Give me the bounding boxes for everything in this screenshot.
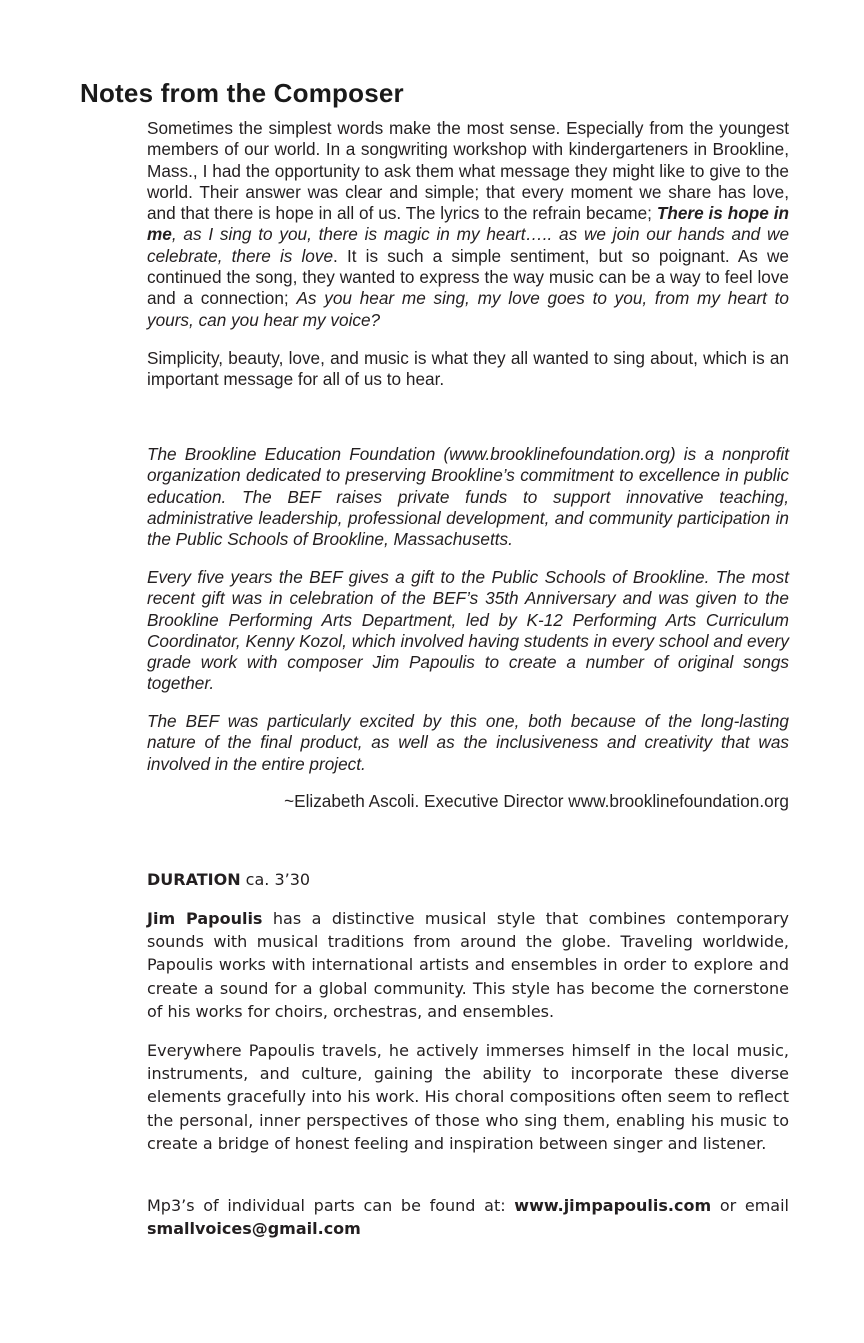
composer-notes-2 [147, 348, 789, 391]
lyric-bold: There is hope in me [147, 203, 789, 245]
page-title: Notes from the Composer [80, 78, 404, 108]
duration-label: DURATION [147, 870, 241, 889]
mp3-paragraph [147, 1194, 789, 1240]
bio-paragraph-2: Everywhere Papoulis travels, he actively immerses himself in the local music, instruments, and culture, gaining the ability to incorporate these diverse elements gracefully into his work. His choral compositions often seem to reflect the personal, inner perspectives of those who sing them, enabling his music to create a bridge of honest feeling and inspiration between singer and listener. [147, 1041, 789, 1153]
composer-notes-paragraph-2: Simplicity, beauty, love, and music is what they all wanted to sing about, which is an important message for all of us to hear. [147, 348, 789, 390]
mp3-prefix: Mp3’s of individual parts can be found at: [147, 1196, 515, 1215]
bio-paragraph-1 [147, 907, 789, 1023]
duration-line [147, 868, 789, 891]
duration-value: ca. 3’30 [240, 870, 311, 889]
composer-notes [147, 118, 789, 331]
mp3-middle: or email [711, 1196, 789, 1215]
foundation-paragraph-2: Every five years the BEF gives a gift to the Public Schools of Brookline. The most recent gift was in celebration of the BEF’s 35th Anniversary and was given to the Brookline Performing Arts Department, led by K-12 Performing Arts Curriculum Coordinator, Kenny Kozol, which involved having students in every school and every grade work with composer Jim Papoulis to create a number of original songs together. [147, 567, 789, 694]
email-link[interactable]: smallvoices@gmail.com [147, 1219, 361, 1239]
foundation-paragraph-1: The Brookline Education Foundation (www.brooklinefoundation.org) is a nonprofit organization dedicated to preserving Brookline’s commitment to excellence in public education. The BEF raises private funds to support innovative teaching, administrative leadership, professional development, and community participation in the Public Schools of Brookline, Massachusetts. [147, 444, 789, 550]
mp3-block [147, 1194, 789, 1240]
composer-notes-text: Sometimes the simplest words make the most sense. Especially from the youngest members of our world. In a songwriting workshop with kindergarteners in Brookline, Mass., I had the opportunity to ask them what message they might like to give to the world. Their answer was clear and simple; that every moment we share has love, and that there is hope in all of us. The lyrics to the refrain became; [147, 118, 789, 224]
foundation-signature-block [147, 791, 789, 812]
composer-notes-text: . It is such a simple sentiment, but so poignant. As we continued the song, they wanted to express the way music can be a way to feel love and a connection; [147, 245, 789, 309]
bio-block [147, 907, 789, 1023]
composer-name: Jim Papoulis [147, 909, 263, 928]
website-link[interactable]: www.jimpapoulis.com [514, 1196, 712, 1215]
composer-notes-paragraph-1 [147, 118, 789, 331]
lyric-italic: , as I sing to you, there is magic in my heart….. as we join our hands and we celebrate, there is love [147, 224, 789, 266]
foundation-notes-3 [147, 711, 789, 775]
foundation-paragraph-3: The BEF was particularly excited by this one, both because of the long-lasting nature of the final product, as well as the inclusiveness and creativity that was involved in the entire project. [147, 711, 789, 774]
duration-block [147, 868, 789, 891]
foundation-signature: ~Elizabeth Ascoli. Executive Director www.brooklinefoundation.org [284, 791, 789, 811]
lyric-italic: As you hear me sing, my love goes to you, from my heart to yours, can you hear my voice? [147, 288, 789, 330]
foundation-notes-2 [147, 567, 789, 695]
bio-block-2 [147, 1039, 789, 1155]
bio-text: has a distinctive musical style that combines contemporary sounds with musical traditions from around the globe. Traveling worldwide, Papoulis works with international artists and ensembles in order to explore and create a sound for a global community. This style has become the cornerstone of his works for choirs, orchestras, and ensembles. [147, 909, 789, 1021]
foundation-notes [147, 444, 789, 550]
